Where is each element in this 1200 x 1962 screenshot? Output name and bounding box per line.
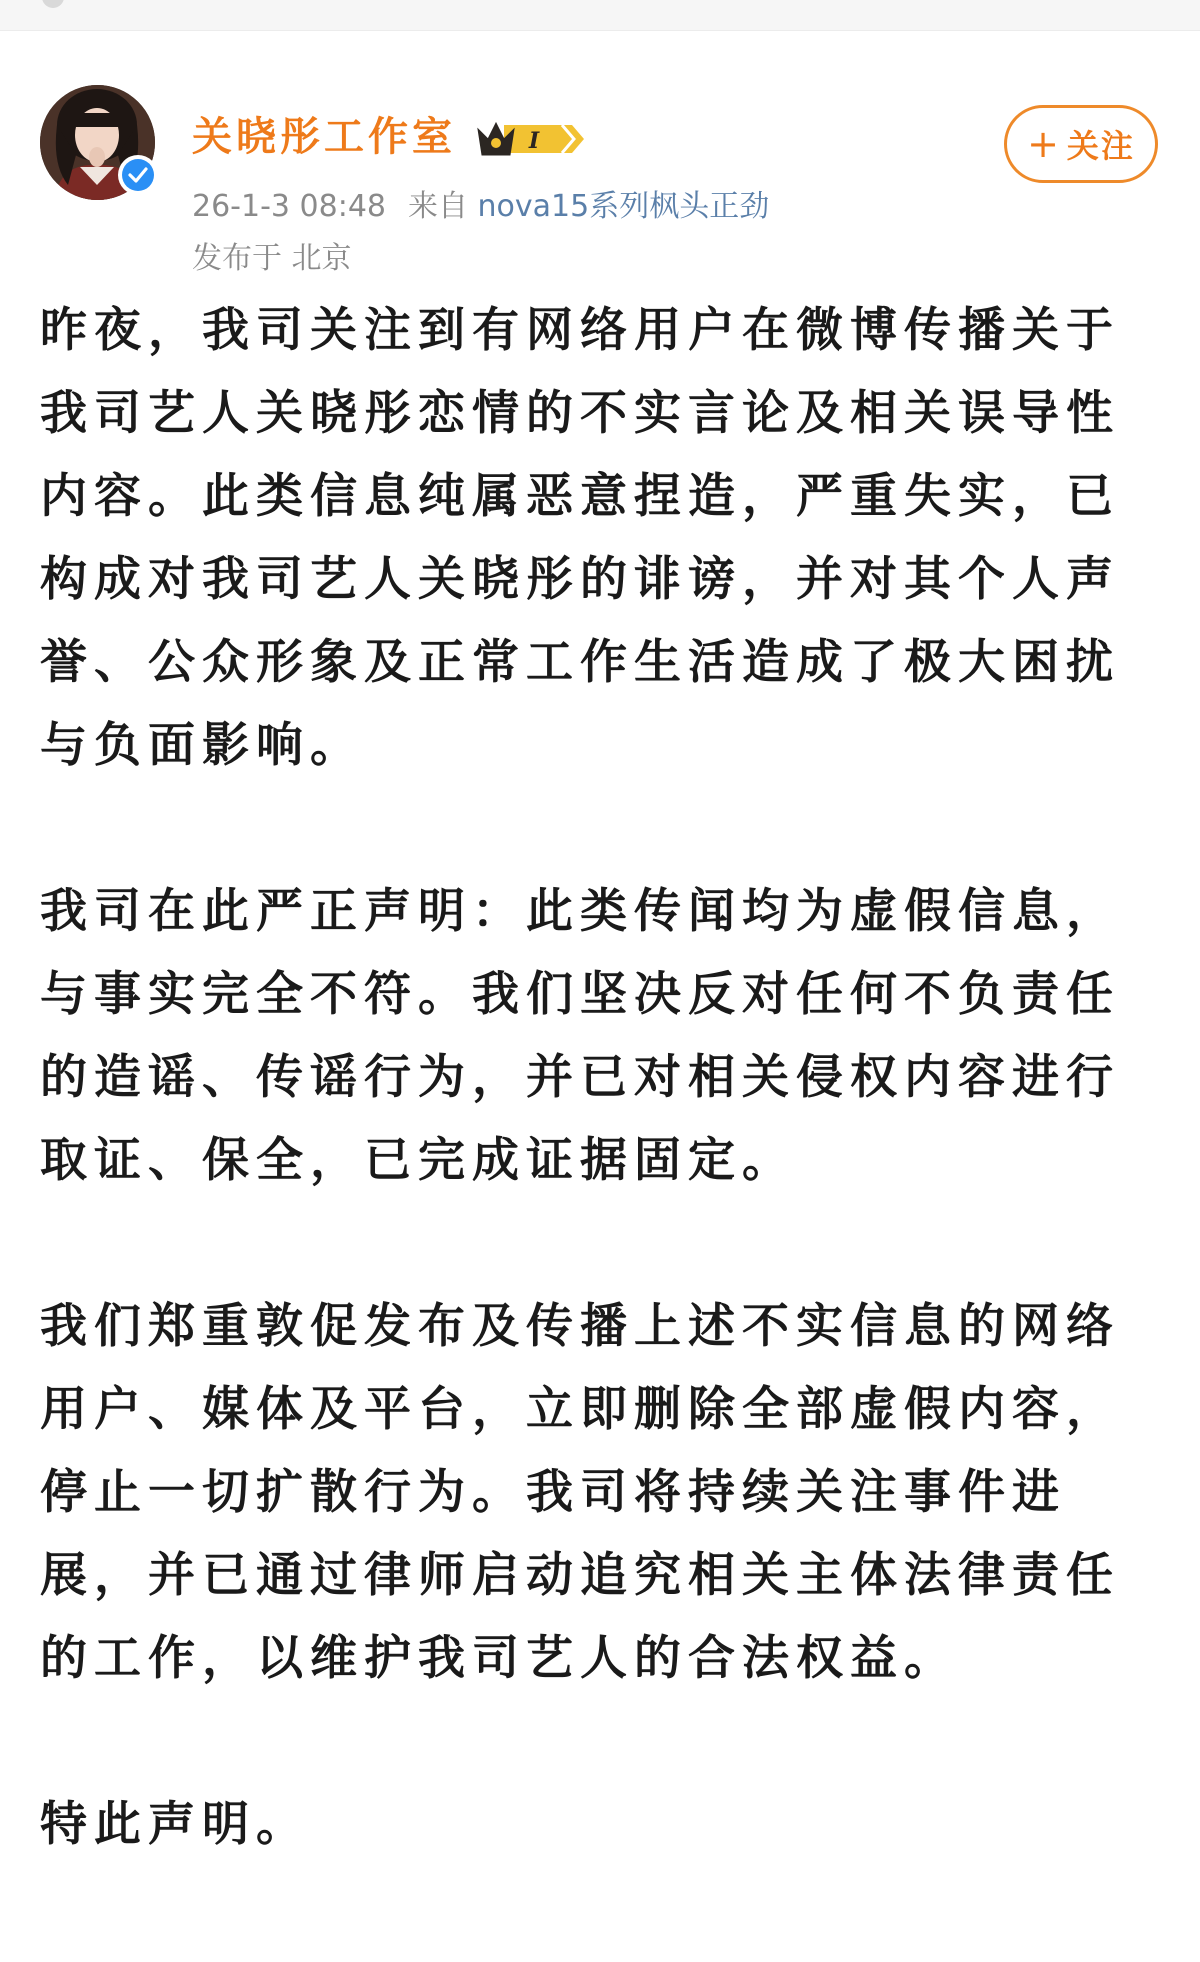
verified-badge-icon	[118, 155, 158, 195]
device-source[interactable]: nova15系列枫头正劲	[477, 189, 770, 224]
level-badge-text: I	[528, 128, 540, 154]
crown-level-badge-icon[interactable]	[474, 117, 588, 161]
post-meta	[192, 189, 769, 225]
post-paragraph: 我司在此严正声明：此类传闻均为虚假信息，与事实完全不符。我们坚决反对任何不负责任的造谣、传谣行为，并已对相关侵权内容进行取证、保全，已完成证据固定。	[40, 884, 1120, 1188]
post-paragraph: 我们郑重敦促发布及传播上述不实信息的网络用户、媒体及平台，立即删除全部虚假内容，停止一切扩散行为。我司将持续关注事件进展，并已通过律师启动追究相关主体法律责任的工作，以维护我司艺人的合法权益。	[40, 1299, 1120, 1686]
source-prefix: 来自	[408, 189, 468, 224]
weibo-post-card	[0, 31, 1200, 1962]
plus-icon: +	[1027, 122, 1061, 166]
follow-button[interactable]	[1004, 105, 1158, 183]
post-header	[0, 31, 1200, 276]
previous-post-fragment	[42, 0, 64, 8]
follow-button-label: 关注	[1066, 127, 1135, 165]
post-content	[40, 289, 1160, 1866]
post-location: 发布于 北京	[192, 241, 352, 276]
author-name[interactable]: 关晓彤工作室	[192, 114, 456, 160]
post-paragraph: 昨夜，我司关注到有网络用户在微博传播关于我司艺人关晓彤恋情的不实言论及相关误导性内容。此类信息纯属恶意捏造，严重失实，已构成对我司艺人关晓彤的诽谤，并对其个人声誉、公众形象及正常工作生活造成了极大困扰与负面影响。	[40, 303, 1120, 773]
previous-post-edge	[0, 0, 1200, 31]
post-paragraph: 特此声明。	[40, 1797, 310, 1852]
post-timestamp[interactable]: 26-1-3 08:48	[192, 189, 386, 224]
